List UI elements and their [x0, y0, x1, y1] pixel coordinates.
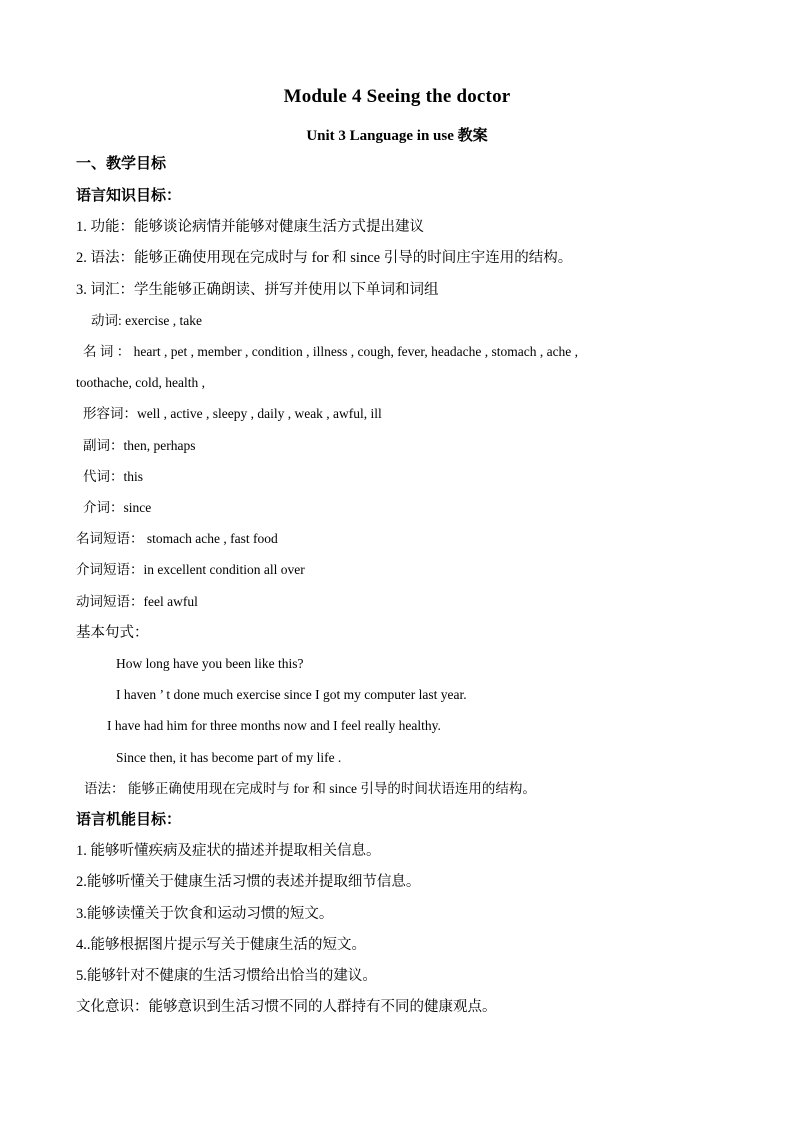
skill-2: 2.能够听懂关于健康生活习惯的表述并提取细节信息。: [76, 874, 421, 890]
vocab-adverbs: 副词：then, perhaps: [83, 438, 196, 453]
skill-4: 4..能够根据图片提示写关于健康生活的短文。: [76, 937, 366, 953]
document-title: Module 4 Seeing the doctor: [283, 86, 511, 107]
objective-grammar: 2. 语法：能够正确使用现在完成时与 for 和 since 引导的时间庄宇连用的结构。: [76, 250, 573, 266]
sentence-3: I have had him for three months now and I feel really healthy.: [107, 718, 441, 733]
vocab-verb-phrases: 动词短语：feel awful: [76, 594, 198, 609]
heading-basic-sentences: 基本句式：: [76, 625, 149, 641]
grammar-note: 语法： 能够正确使用现在完成时与 for 和 since 引导的时间状语连用的结构。: [84, 781, 536, 796]
vocab-nouns: 名 词 ： heart , pet , member , condition , illness , cough, fever, headache , stomach , ache ,: [83, 344, 579, 359]
vocab-prepositional-phrases: 介词短语：in excellent condition all over: [76, 562, 305, 577]
document-subtitle: Unit 3 Language in use 教案: [306, 128, 488, 144]
vocab-verbs: 动词: exercise , take: [91, 313, 202, 328]
section-heading-objectives: 一、教学目标: [76, 156, 167, 172]
skill-1: 1. 能够听懂疾病及症状的描述并提取相关信息。: [76, 843, 381, 859]
skill-3: 3.能够读懂关于饮食和运动习惯的短文。: [76, 906, 334, 922]
heading-language-skills: 语言机能目标：: [76, 812, 182, 828]
vocab-noun-phrases: 名词短语： stomach ache , fast food: [76, 531, 278, 546]
sentence-4: Since then, it has become part of my life .: [116, 750, 342, 765]
vocab-prepositions: 介词：since: [83, 500, 152, 515]
cultural-awareness: 文化意识：能够意识到生活习惯不同的人群持有不同的健康观点。: [76, 999, 497, 1015]
objective-function: 1. 功能：能够谈论病情并能够对健康生活方式提出建议: [76, 219, 424, 235]
vocab-adjectives: 形容词：well , active , sleepy , daily , weak , awful, ill: [83, 406, 382, 421]
vocab-nouns-continued: toothache, cold, health ,: [76, 375, 205, 390]
sentence-1: How long have you been like this?: [116, 656, 304, 671]
sentence-2: I haven ’ t done much exercise since I got my computer last year.: [116, 687, 467, 702]
vocab-pronouns: 代词：this: [83, 469, 144, 484]
heading-language-knowledge: 语言知识目标：: [76, 188, 182, 204]
skill-5: 5.能够针对不健康的生活习惯给出恰当的建议。: [76, 968, 377, 984]
objective-vocabulary: 3. 词汇：学生能够正确朗读、拼写并使用以下单词和词组: [76, 282, 439, 298]
